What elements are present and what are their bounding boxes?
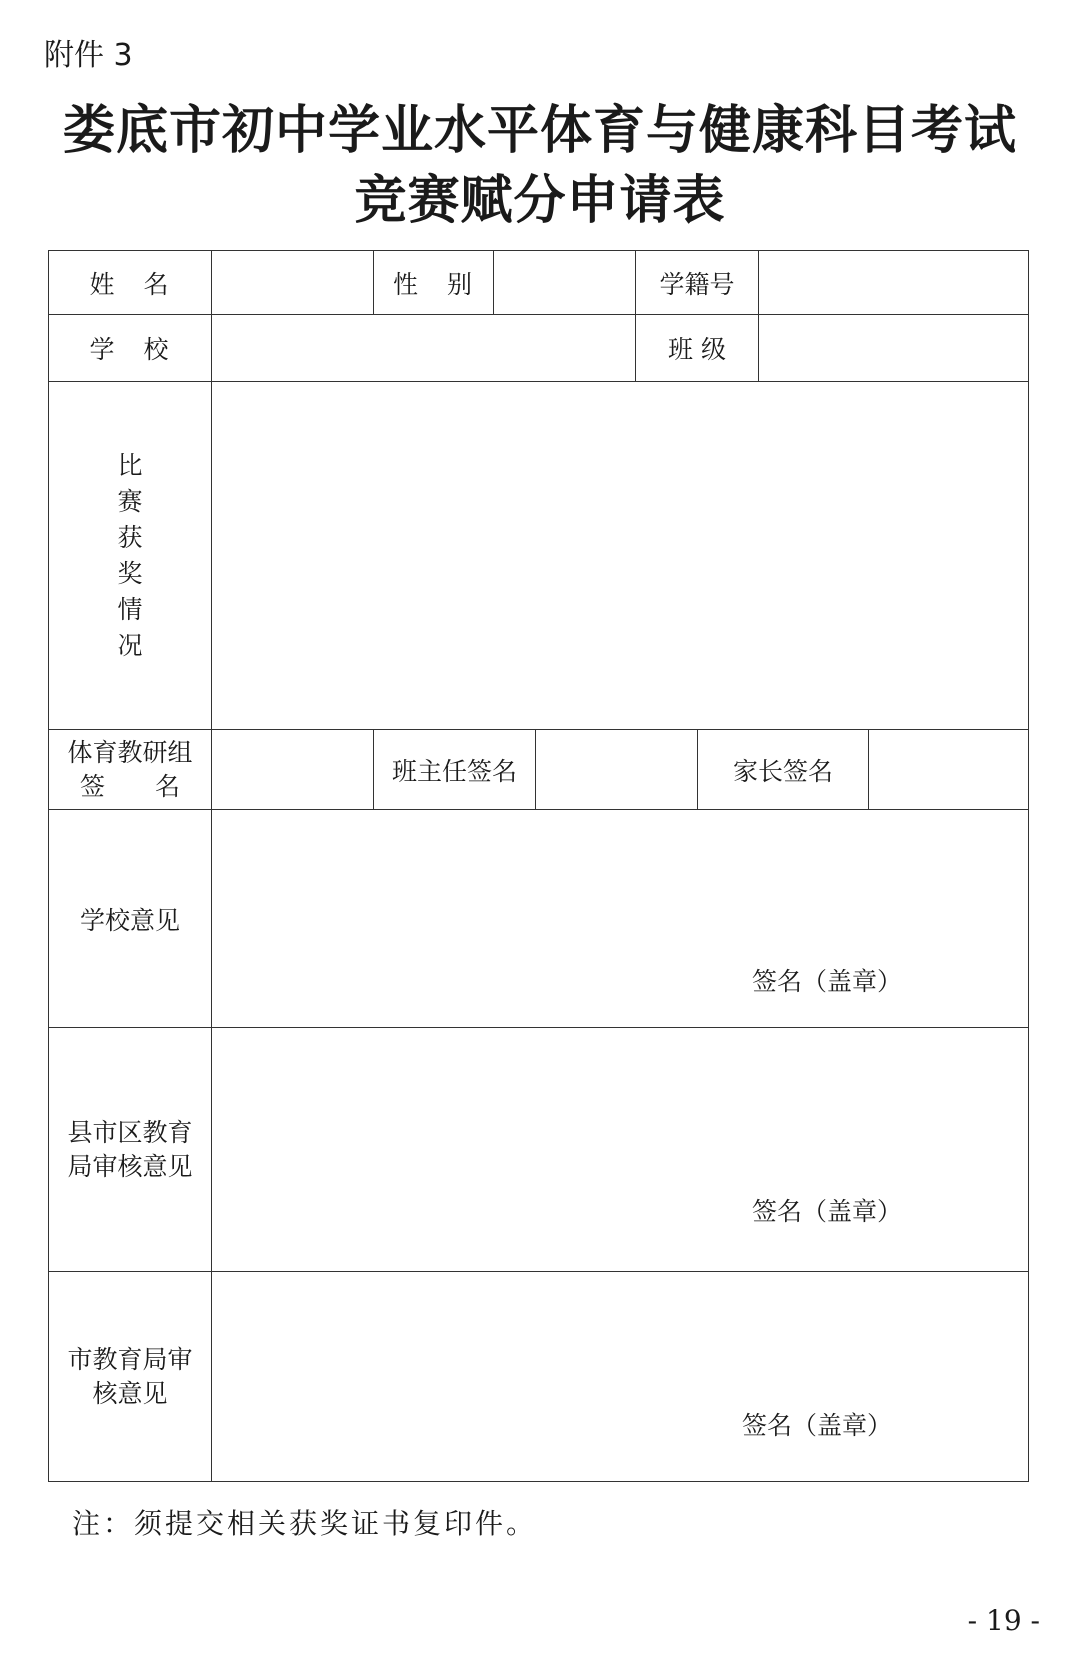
- application-form-table: [48, 250, 1029, 1482]
- school-opinion-field[interactable]: [212, 810, 1029, 1028]
- footnote: 注：须提交相关获奖证书复印件。: [72, 1507, 538, 1540]
- pe-group-label-line2: 签 名: [79, 771, 180, 801]
- awards-field[interactable]: [212, 382, 1029, 730]
- awards-label: [49, 382, 212, 730]
- class-field[interactable]: [759, 315, 1029, 382]
- student-id-label: 学籍号: [636, 251, 759, 315]
- row-county-opinion: [49, 1028, 1029, 1272]
- attachment-label: 附件 3: [44, 38, 133, 73]
- row-awards: [49, 382, 1029, 730]
- school-opinion-label: 学校意见: [49, 810, 212, 1028]
- row-school-opinion: [49, 810, 1029, 1028]
- form-title-line2: 竞赛赋分申请表: [354, 170, 726, 231]
- awards-label-char: 奖: [117, 558, 143, 588]
- row-city-opinion: [49, 1272, 1029, 1482]
- school-label: 学 校: [49, 315, 212, 382]
- school-sign-seal-label: 签名（盖章）: [752, 967, 903, 996]
- city-opinion-line1: 市教育局审: [67, 1344, 193, 1374]
- parent-signature-field[interactable]: [869, 730, 1029, 810]
- name-field[interactable]: [212, 251, 374, 315]
- gender-field[interactable]: [494, 251, 636, 315]
- awards-label-char: 赛: [117, 486, 143, 516]
- student-id-field[interactable]: [759, 251, 1029, 315]
- awards-label-char: 况: [117, 630, 143, 660]
- county-opinion-line1: 县市区教育: [67, 1117, 193, 1147]
- pe-group-signature-field[interactable]: [212, 730, 374, 810]
- awards-label-char: 情: [117, 594, 143, 624]
- form-title-line1: 娄底市初中学业水平体育与健康科目考试: [62, 100, 1017, 161]
- page-number: - 19 -: [967, 1604, 1040, 1637]
- row-school-info: [49, 315, 1029, 382]
- awards-label-char: 获: [117, 522, 143, 552]
- row-basic-info: [49, 251, 1029, 315]
- county-opinion-field[interactable]: [212, 1028, 1029, 1272]
- awards-label-char: 比: [117, 450, 143, 480]
- school-field[interactable]: [212, 315, 636, 382]
- county-opinion-label: [49, 1028, 212, 1272]
- row-signatures: [49, 730, 1029, 810]
- parent-signature-label: 家长签名: [698, 730, 869, 810]
- pe-group-signature-label: [49, 730, 212, 810]
- city-opinion-line2: 核意见: [92, 1378, 168, 1408]
- county-opinion-line2: 局审核意见: [67, 1151, 193, 1181]
- city-sign-seal-label: 签名（盖章）: [742, 1411, 893, 1440]
- name-label: 姓 名: [49, 251, 212, 315]
- class-label: 班 级: [636, 315, 759, 382]
- gender-label: 性 别: [374, 251, 494, 315]
- city-opinion-label: [49, 1272, 212, 1482]
- county-sign-seal-label: 签名（盖章）: [752, 1197, 903, 1226]
- head-teacher-signature-field[interactable]: [536, 730, 698, 810]
- pe-group-label-line1: 体育教研组: [67, 737, 193, 767]
- city-opinion-field[interactable]: [212, 1272, 1029, 1482]
- head-teacher-signature-label: 班主任签名: [374, 730, 536, 810]
